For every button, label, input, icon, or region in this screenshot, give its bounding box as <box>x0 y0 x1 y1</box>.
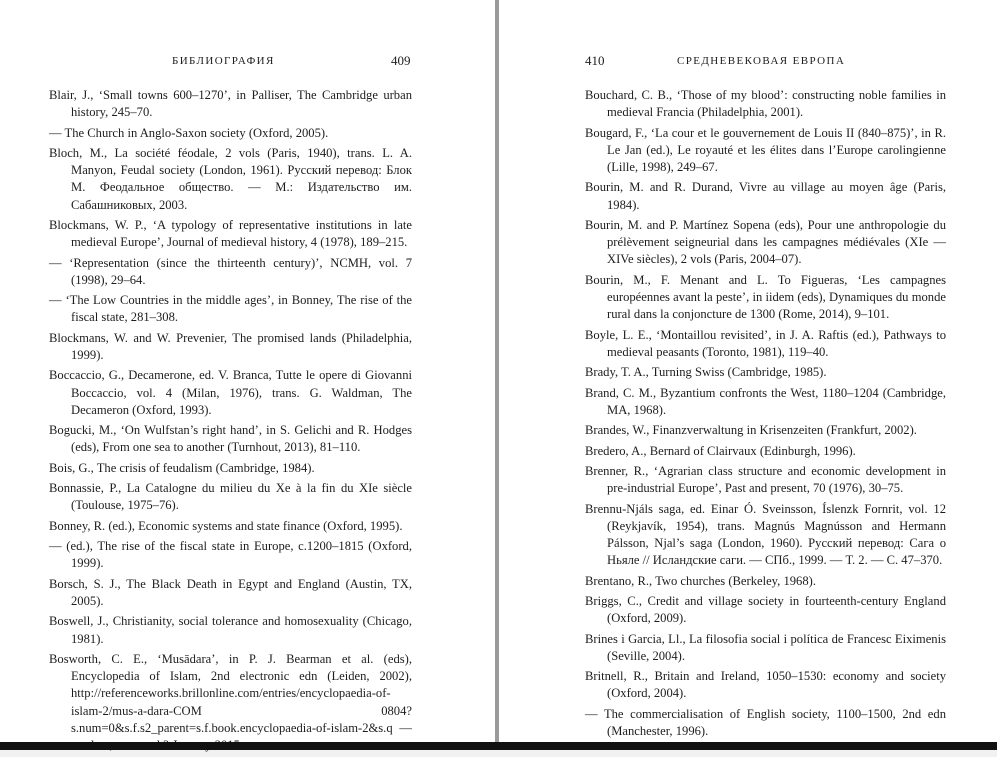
bibliography-entry: Brandes, W., Finanzverwaltung in Krisenzeiten (Frankfurt, 2002). <box>585 423 917 438</box>
bibliography-entry: Bonnassie, P., La Catalogne du milieu du Xe à la fin du XIe siècle (Toulouse, 1975–76). <box>49 481 412 513</box>
bibliography-entry: Brady, T. A., Turning Swiss (Cambridge, 1985). <box>585 365 827 380</box>
bibliography-entry: Bosworth, C. E., ‘Musādara’, in P. J. Bearman et al. (eds), Encyclopedia of Islam, 2nd electronic edn (Leiden, 2002), http://referenceworks.brillonline.com/entries/encyclopaedia-of-islam-2/mus-a-dara-COM 0804?s.num=0&s.f.s2_parent=s.f.book.encyclopaedia-of-islam-2&s.q — <box>49 651 412 735</box>
bibliography-entry: — The commercialisation of English society, 1100–1500, 2nd edn (Manchester, 1996). <box>585 706 946 738</box>
bibliography-entry: Bois, G., The crisis of feudalism (Cambridge, 1984). <box>49 460 315 475</box>
bibliography-entry: Boyle, L. E., ‘Montaillou revisited’, in J. A. Raftis (ed.), Pathways to medieval peasants (Toronto, 1981), 119–40. <box>585 327 946 359</box>
bibliography-entry: Briggs, C., Credit and village society in fourteenth-century England (Oxford, 2009). <box>585 593 946 626</box>
bibliography-entry: Boccaccio, G., Decamerone, ed. V. Branca, Tutte le opere di Giovanni Boccaccio, vol. 4 (Milan, 1976), trans. G. Waldman, The Decameron (Oxford, 1993). <box>49 368 412 417</box>
running-header-right: СРЕДНЕВЕКОВАЯ ЕВРОПА <box>677 55 846 67</box>
bibliography-entry: Brand, C. M., Byzantium confronts the West, 1180–1204 (Cambridge, MA, 1968). <box>585 385 946 417</box>
bibliography-entry: Britnell, R., Britain and Ireland, 1050–1530: economy and society (Oxford, 2004). <box>585 669 946 701</box>
bibliography-entry: Blockmans, W. P., ‘A typology of representative institutions in late medieval Europe’, Journal of medieval history, 4 (1978), 189–215. <box>49 217 412 250</box>
bibliography-entry: Bourin, M., F. Menant and L. To Figueras, ‘Les campagnes européennes avant la peste’, in iidem (eds), Dynamiques du monde rural dans la conjoncture de 1300 (Rome, 2014), 9–101. <box>585 272 946 322</box>
bibliography-entry: Bougard, F., ‘La cour et le gouvernement de Louis II (840–875)’, in R. Le Jan (ed.), Le royauté et les élites dans l’Europe carolingienne (Lille, 1998), 249–67. <box>585 125 946 174</box>
bibliography-entry: Borsch, S. J., The Black Death in Egypt and England (Austin, TX, 2005). <box>49 576 412 608</box>
bibliography-entry: Brentano, R., Two churches (Berkeley, 1968). <box>585 573 816 588</box>
running-header-left: БИБЛИОГРАФИЯ <box>172 55 275 67</box>
bibliography-entry: Bourin, M. and P. Martínez Sopena (eds), Pour une anthropologie du prélèvement seigneurial dans les campagnes médiévales (XIe — XIVe siècles), 2 vols (Paris, 2004–07). <box>585 217 946 267</box>
bibliography-entry: Bredero, A., Bernard of Clairvaux (Edinburgh, 1996). <box>585 443 856 458</box>
bibliography-entry: Blockmans, W. and W. Prevenier, The promised lands (Philadelphia, 1999). <box>49 330 412 362</box>
bibliography-entry: Blair, J., ‘Small towns 600–1270’, in Palliser, The Cambridge urban history, 245–70. <box>49 88 412 120</box>
bibliography-entry: — The Church in Anglo-Saxon society (Oxford, 2005). <box>49 125 329 140</box>
bottom-edge <box>0 742 997 750</box>
bibliography-entry: Brennu-Njáls saga, ed. Einar Ó. Sveinsson, Íslenzk Fornrit, vol. 12 (Reykjavík, 1954), trans. Magnús Magnússon and Hermann Pálsson, Njal’s saga (London, 1960). Русский перевод: Сага о Ньяле // Исландские саги. — СПб., 1999. — Т. 2. — С. 47–370. <box>585 501 946 568</box>
bibliography-list-left <box>49 87 412 757</box>
bibliography-entry: Brines i Garcia, Ll., La filosofia social i política de Francesc Eiximenis (Seville, 2004). <box>585 631 946 663</box>
bibliography-entry: Bouchard, C. B., ‘Those of my blood’: constructing noble families in medieval Francia (Philadelphia, 2001). <box>585 88 946 120</box>
left-page <box>0 0 495 742</box>
bibliography-entry: Bonney, R. (ed.), Economic systems and state finance (Oxford, 1995). <box>49 518 403 533</box>
right-page <box>499 0 997 742</box>
page-number-left: 409 <box>391 53 411 68</box>
bibliography-entry: Bogucki, M., ‘On Wulfstan’s right hand’, in S. Gelichi and R. Hodges (eds), From one sea to another (Turnhout, 2013), 81–110. <box>49 423 412 455</box>
bibliography-entry: — ‘Representation (since the thirteenth century)’, NCMH, vol. 7 (1998), 29–64. <box>49 255 412 287</box>
bibliography-entry: Bloch, M., La société féodale, 2 vols (Paris, 1940), trans. L. A. Manyon, Feudal society (London, 1961). Русский перевод: Блок М. Феодальное общество. — М.: Издательство им. Сабашниковых, 2003. <box>49 145 412 212</box>
page-number-right: 410 <box>585 53 605 68</box>
bibliography-entry: Brenner, R., ‘Agrarian class structure and economic development in pre-industrial Europe’, Past and present, 70 (1976), 30–75. <box>585 463 946 496</box>
bibliography-entry: — (ed.), The rise of the fiscal state in Europe, c.1200–1815 (Oxford, 1999). <box>49 539 412 571</box>
bibliography-entry: Bourin, M. and R. Durand, Vivre au village au moyen âge (Paris, 1984). <box>585 180 946 212</box>
bibliography-list-right <box>585 87 946 743</box>
bibliography-entry: Boswell, J., Christianity, social tolerance and homosexuality (Chicago, 1981). <box>49 614 412 646</box>
bibliography-entry: — ‘The Low Countries in the middle ages’, in Bonney, The rise of the fiscal state, 281–308. <box>49 293 412 325</box>
